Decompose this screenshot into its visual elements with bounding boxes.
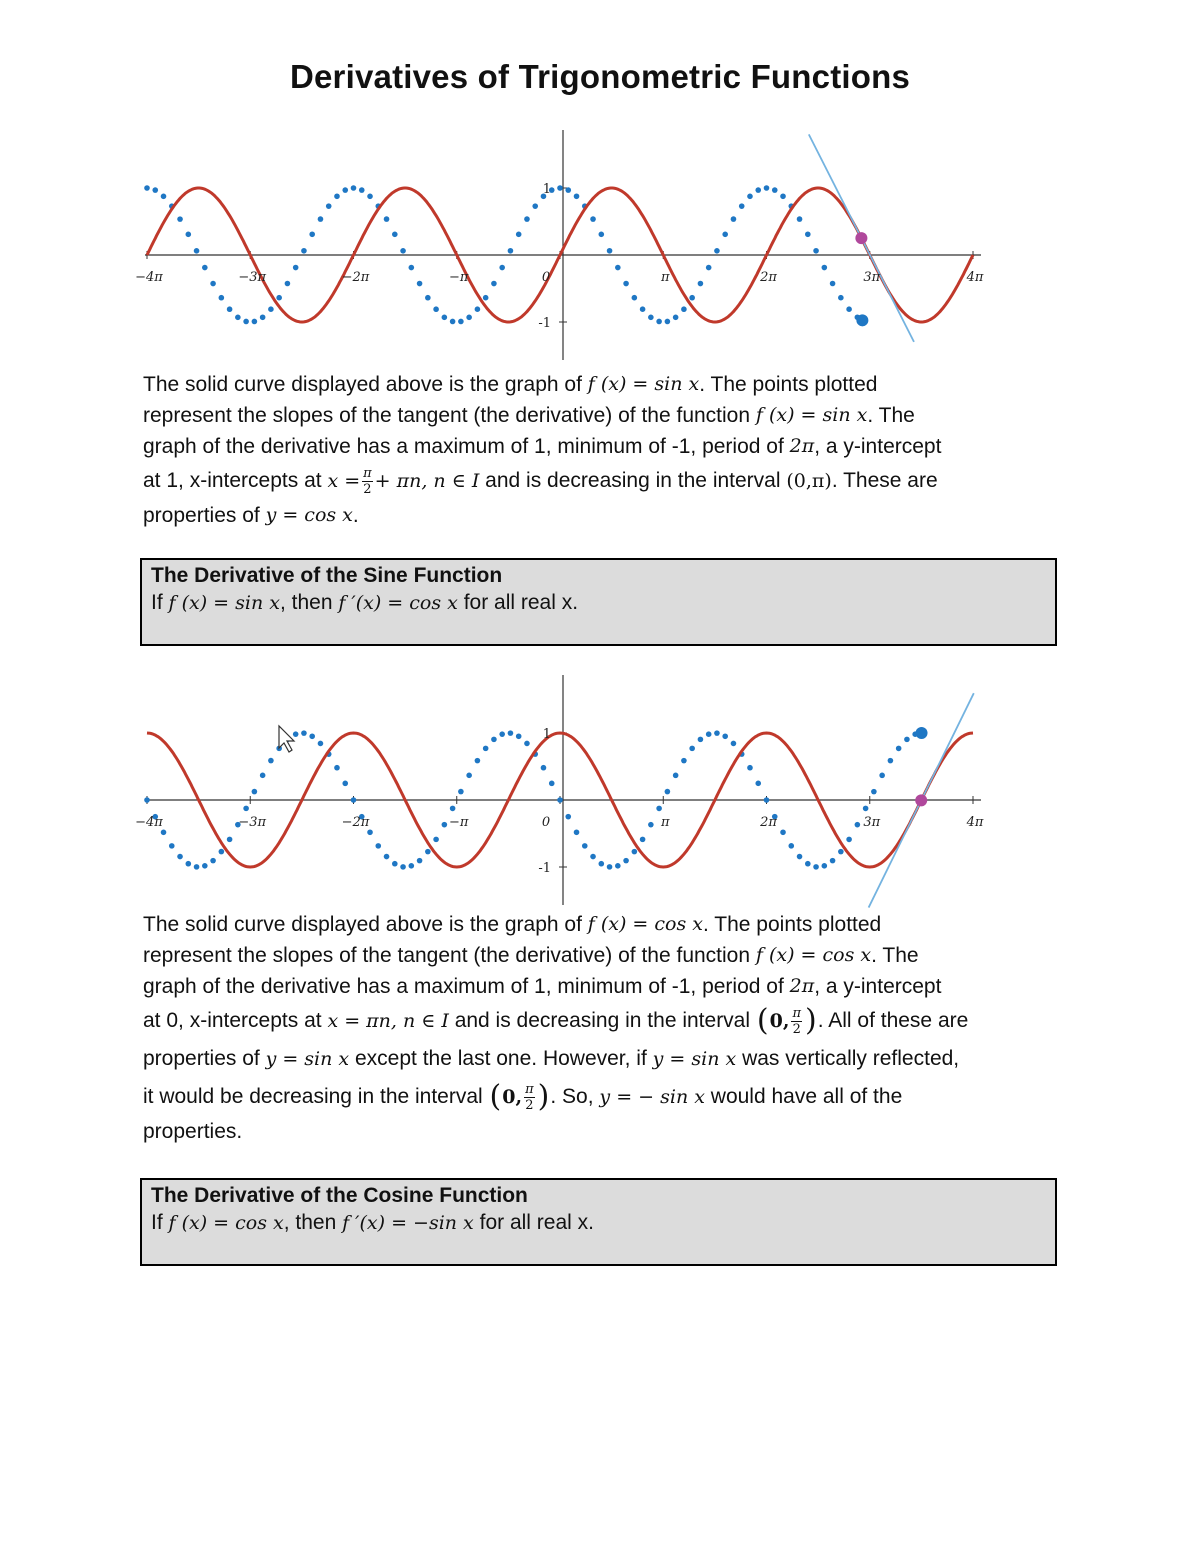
derivative-point (235, 315, 241, 321)
derivative-point (656, 319, 662, 325)
y-tick-label: -1 (538, 316, 551, 331)
derivative-point (384, 216, 390, 222)
derivative-point (673, 314, 679, 320)
derivative-point (433, 837, 439, 843)
derivative-point (896, 746, 902, 752)
derivative-point (805, 231, 811, 237)
math-expression: y = sin x (652, 1047, 737, 1070)
fraction-numerator: π (363, 465, 372, 481)
derivative-point (425, 849, 431, 855)
x-tick-label: −2π (341, 815, 370, 830)
derivative-point (367, 193, 373, 199)
derivative-point (458, 319, 464, 325)
derivative-point (359, 187, 365, 193)
x-tick-label: −3π (238, 815, 267, 830)
close-paren: ) (537, 1079, 550, 1114)
derivative-point (557, 185, 563, 191)
derivative-point (144, 185, 150, 191)
text: . These are (831, 469, 938, 493)
rule-statement (151, 589, 1046, 616)
text: and is decreasing in the interval (485, 469, 781, 493)
derivative-point (499, 731, 505, 737)
derivative-point (599, 861, 605, 867)
derivative-point (615, 265, 621, 271)
derivative-point (433, 306, 439, 312)
derivative-point (524, 216, 530, 222)
derivative-point (177, 216, 183, 222)
text: it would be decreasing in the interval (143, 1085, 483, 1109)
math-expression: f (x) = cos x (755, 944, 872, 967)
derivative-point (483, 295, 489, 301)
derivative-point (219, 295, 225, 301)
y-tick-label: -1 (538, 861, 551, 876)
derivative-point (499, 265, 505, 271)
derivative-point (466, 773, 472, 779)
derivative-point (838, 849, 844, 855)
open-paren: ( (756, 1003, 769, 1038)
derivative-point (351, 185, 357, 191)
math-expression: y = sin x (265, 1047, 350, 1070)
math-expression: + πn, n ∈ I (374, 469, 480, 492)
derivative-point (425, 295, 431, 301)
text: at 1, x-intercepts at (143, 469, 322, 493)
derivative-point (549, 781, 555, 787)
derivative-point (342, 187, 348, 193)
text: , a y-intercept (814, 434, 942, 458)
derivative-point (442, 822, 448, 828)
derivative-point (632, 849, 638, 855)
derivative-point (417, 858, 423, 864)
derivative-point (673, 773, 679, 779)
derivative-point (318, 216, 324, 222)
math-expression: (0,π) (786, 469, 832, 492)
derivative-point (475, 306, 481, 312)
derivative-point (194, 864, 200, 870)
derivative-point (764, 185, 770, 191)
derivative-point (855, 822, 861, 828)
derivative-point (648, 314, 654, 320)
text: and is decreasing in the interval (454, 1009, 751, 1033)
text: was vertically reflected, (742, 1047, 960, 1071)
derivative-point (483, 746, 489, 752)
text: , then (283, 1211, 337, 1235)
fraction (524, 1083, 535, 1112)
text: graph of the derivative has a maximum of 1, minimum of -1, period of (143, 434, 784, 458)
x-tick-label: π (660, 270, 670, 285)
derivative-point (879, 773, 885, 779)
derivative-point (524, 741, 530, 747)
derivative-point (260, 773, 266, 779)
derivative-point (442, 314, 448, 320)
text: . So, (550, 1085, 594, 1109)
derivative-point (227, 837, 233, 843)
text: at 0, x-intercepts at (143, 1009, 322, 1033)
derivative-point (747, 765, 753, 771)
derivative-point (904, 737, 910, 743)
derivative-point (301, 730, 307, 736)
derivative-point (607, 864, 613, 870)
derivative-point (755, 781, 761, 787)
math-expression: f ′(x) = cos x (338, 592, 458, 615)
x-tick-label: −2π (341, 270, 370, 285)
cosine-derivative-rule-box (140, 1178, 1057, 1266)
derivative-point (293, 731, 299, 737)
math-expression: f ′(x) = −sin x (342, 1212, 474, 1235)
derivative-point (764, 797, 770, 803)
derivative-point (838, 295, 844, 301)
derivative-point (863, 806, 869, 812)
sine-graph-svg (0, 125, 1200, 365)
fraction-denominator: 2 (525, 1097, 534, 1113)
derivative-point (541, 765, 547, 771)
derivative-point (780, 193, 786, 199)
derivative-point (830, 858, 836, 864)
x-tick-label: 4π (966, 270, 984, 285)
derivative-point (276, 295, 282, 301)
fraction-denominator: 2 (363, 481, 372, 497)
text: would have all of the (710, 1085, 903, 1109)
derivative-point (813, 864, 819, 870)
derivative-point (648, 822, 654, 828)
derivative-point (698, 281, 704, 287)
text: . The (871, 943, 919, 967)
derivative-point (450, 319, 456, 325)
math-expression: y = cos x (265, 504, 353, 527)
close-paren: ) (804, 1003, 817, 1038)
derivative-point (797, 216, 803, 222)
text: The solid curve displayed above is the graph of (143, 372, 582, 396)
x-tick-label: 0 (541, 815, 551, 830)
derivative-point (268, 758, 274, 764)
derivative-point (210, 858, 216, 864)
fraction-numerator: π (525, 1081, 534, 1097)
derivative-point (656, 806, 662, 812)
derivative-point (285, 281, 291, 287)
derivative-point (846, 306, 852, 312)
math-expression: 2π (789, 975, 815, 998)
text: graph of the derivative has a maximum of 1, minimum of -1, period of (143, 974, 784, 998)
derivative-point (623, 281, 629, 287)
text: properties of (143, 503, 260, 527)
derivative-point (689, 295, 695, 301)
sine-explanation (143, 369, 1073, 531)
text: for all real x. (479, 1211, 594, 1235)
cosine-explanation (143, 909, 1073, 1147)
text: represent the slopes of the tangent (the derivative) of the function (143, 943, 751, 967)
sine-graph (0, 125, 1200, 365)
text: , a y-intercept (814, 974, 942, 998)
derivative-point (689, 746, 695, 752)
derivative-point (243, 319, 249, 325)
derivative-point (400, 864, 406, 870)
derivative-point (144, 797, 150, 803)
derivative-point (334, 765, 340, 771)
math-expression: f (x) = sin x (587, 373, 700, 396)
derivative-point (334, 193, 340, 199)
derivative-point (599, 231, 605, 237)
derivative-point (508, 248, 514, 254)
text: properties. (143, 1119, 243, 1143)
text: If (151, 1211, 163, 1235)
derivative-point (698, 737, 704, 743)
derivative-point (516, 733, 522, 739)
derivative-point (450, 806, 456, 812)
derivative-point (640, 837, 646, 843)
derivative-point (384, 854, 390, 860)
x-tick-label: 0 (541, 270, 551, 285)
text: If (151, 591, 163, 615)
x-tick-label: 4π (966, 815, 984, 830)
derivative-point (805, 861, 811, 867)
fraction (791, 1007, 802, 1036)
text: represent the slopes of the tangent (the derivative) of the function (143, 403, 751, 427)
derivative-point (161, 193, 167, 199)
derivative-point (508, 730, 514, 736)
cosine-graph (0, 670, 1200, 910)
text: . All of these are (817, 1009, 969, 1033)
derivative-point (516, 231, 522, 237)
derivative-point (747, 193, 753, 199)
x-tick-label: −π (449, 270, 469, 285)
tangent-point (915, 794, 927, 806)
derivative-point (665, 319, 671, 325)
derivative-point (392, 232, 398, 238)
derivative-point (252, 789, 258, 795)
derivative-point (822, 265, 828, 271)
derivative-point (186, 861, 192, 867)
derivative-point (227, 306, 233, 312)
derivative-point (417, 281, 423, 287)
page-title: Derivatives of Trigonometric Functions (289, 58, 911, 95)
open-paren: ( (489, 1079, 502, 1114)
derivative-point (681, 758, 687, 764)
derivative-point (309, 733, 315, 739)
rule-statement (151, 1209, 1046, 1236)
x-tick-label: −4π (135, 815, 163, 830)
derivative-point (301, 248, 307, 254)
text: The solid curve displayed above is the graph of (143, 912, 582, 936)
derivative-point (243, 806, 249, 812)
derivative-point (194, 248, 200, 254)
derivative-point (409, 265, 415, 271)
derivative-point (830, 281, 836, 287)
derivative-point (400, 248, 406, 254)
derivative-point (210, 281, 216, 287)
derivative-point (565, 187, 571, 193)
derivative-point (491, 737, 497, 743)
math-expression: 2π (789, 435, 815, 458)
x-tick-label: −π (449, 815, 469, 830)
derivative-point (186, 232, 192, 238)
derivative-point (846, 837, 852, 843)
derivative-point (219, 849, 225, 855)
x-tick-label: −3π (238, 270, 267, 285)
derivative-point (731, 741, 737, 747)
derivative-point (632, 295, 638, 301)
derivative-point (607, 248, 613, 254)
derivative-point (714, 730, 720, 736)
derivative-point (458, 789, 464, 795)
derivative-point (202, 265, 208, 271)
derivative-point (409, 863, 415, 869)
math-expression: f (x) = cos x (168, 1212, 284, 1235)
x-tick-label: 3π (863, 815, 881, 830)
x-tick-label: 3π (863, 270, 881, 285)
derivative-point (318, 741, 324, 747)
derivative-point (466, 314, 472, 320)
text: except the last one. However, if (354, 1047, 647, 1071)
math-expression: x = πn, n ∈ I (327, 1009, 449, 1032)
math-expression: f (x) = cos x (587, 913, 703, 936)
derivative-point (152, 187, 158, 193)
rule-title: The Derivative of the Cosine Function (151, 1184, 528, 1207)
derivative-point (755, 187, 761, 193)
x-tick-label: 2π (760, 270, 777, 285)
derivative-point (582, 843, 588, 849)
x-tick-label: 2π (760, 815, 777, 830)
current-derivative-point (916, 727, 928, 739)
tangent-point (855, 232, 867, 244)
derivative-point (813, 248, 819, 254)
derivative-point (565, 814, 571, 820)
derivative-point (788, 843, 794, 849)
derivative-point (169, 843, 175, 849)
fraction-numerator: π (792, 1005, 801, 1021)
derivative-point (268, 306, 274, 312)
derivative-point (739, 203, 745, 209)
fraction-denominator: 2 (792, 1021, 801, 1037)
derivative-point (714, 248, 720, 254)
x-tick-label: π (660, 815, 670, 830)
derivative-point (161, 829, 167, 835)
derivative-point (731, 216, 737, 222)
math-expression: f (x) = sin x (168, 592, 280, 615)
derivative-point (722, 733, 728, 739)
y-tick-label: 1 (542, 182, 551, 197)
derivative-point (309, 231, 315, 237)
derivative-point (772, 187, 778, 193)
text: properties of (143, 1047, 260, 1071)
text: . The (867, 403, 915, 427)
derivative-point (590, 854, 596, 860)
cosine-graph-svg (0, 670, 1200, 910)
derivative-point (375, 843, 381, 849)
text: for all real x. (463, 591, 579, 615)
derivative-point (342, 781, 348, 787)
derivative-point (260, 314, 266, 320)
derivative-point (557, 797, 563, 803)
derivative-point (706, 265, 712, 271)
derivative-point (681, 306, 687, 312)
fraction (362, 467, 373, 496)
derivative-point (475, 758, 481, 764)
math-expression: x = (327, 469, 361, 492)
x-tick-label: −4π (135, 270, 163, 285)
derivative-point (177, 854, 183, 860)
math-expression: f (x) = sin x (755, 404, 868, 427)
derivative-point (532, 203, 538, 209)
derivative-point (615, 863, 621, 869)
derivative-point (665, 789, 671, 795)
text: , then (279, 591, 333, 615)
math-expression: y = − sin x (599, 1085, 705, 1108)
current-derivative-point (856, 314, 868, 326)
derivative-point (202, 863, 208, 869)
math-expression: 0, (502, 1085, 523, 1108)
derivative-point (491, 281, 497, 287)
text: . (352, 503, 359, 527)
derivative-point (888, 758, 894, 764)
derivative-point (797, 854, 803, 860)
derivative-point (706, 731, 712, 737)
rule-title: The Derivative of the Sine Function (151, 564, 503, 587)
derivative-point (574, 829, 580, 835)
derivative-point (871, 789, 877, 795)
text: . The points plotted (702, 912, 882, 936)
derivative-point (640, 306, 646, 312)
derivative-point (822, 863, 828, 869)
derivative-point (367, 829, 373, 835)
derivative-point (293, 265, 299, 271)
derivative-point (590, 216, 596, 222)
derivative-point (252, 319, 258, 325)
text: . The points plotted (699, 372, 878, 396)
derivative-point (351, 797, 357, 803)
derivative-point (623, 858, 629, 864)
derivative-point (392, 861, 398, 867)
y-tick-label: 1 (542, 727, 551, 742)
math-expression: 0, (769, 1009, 790, 1032)
sine-derivative-rule-box (140, 558, 1057, 646)
derivative-point (574, 193, 580, 199)
derivative-point (780, 829, 786, 835)
derivative-point (326, 203, 332, 209)
derivative-point (722, 232, 728, 238)
